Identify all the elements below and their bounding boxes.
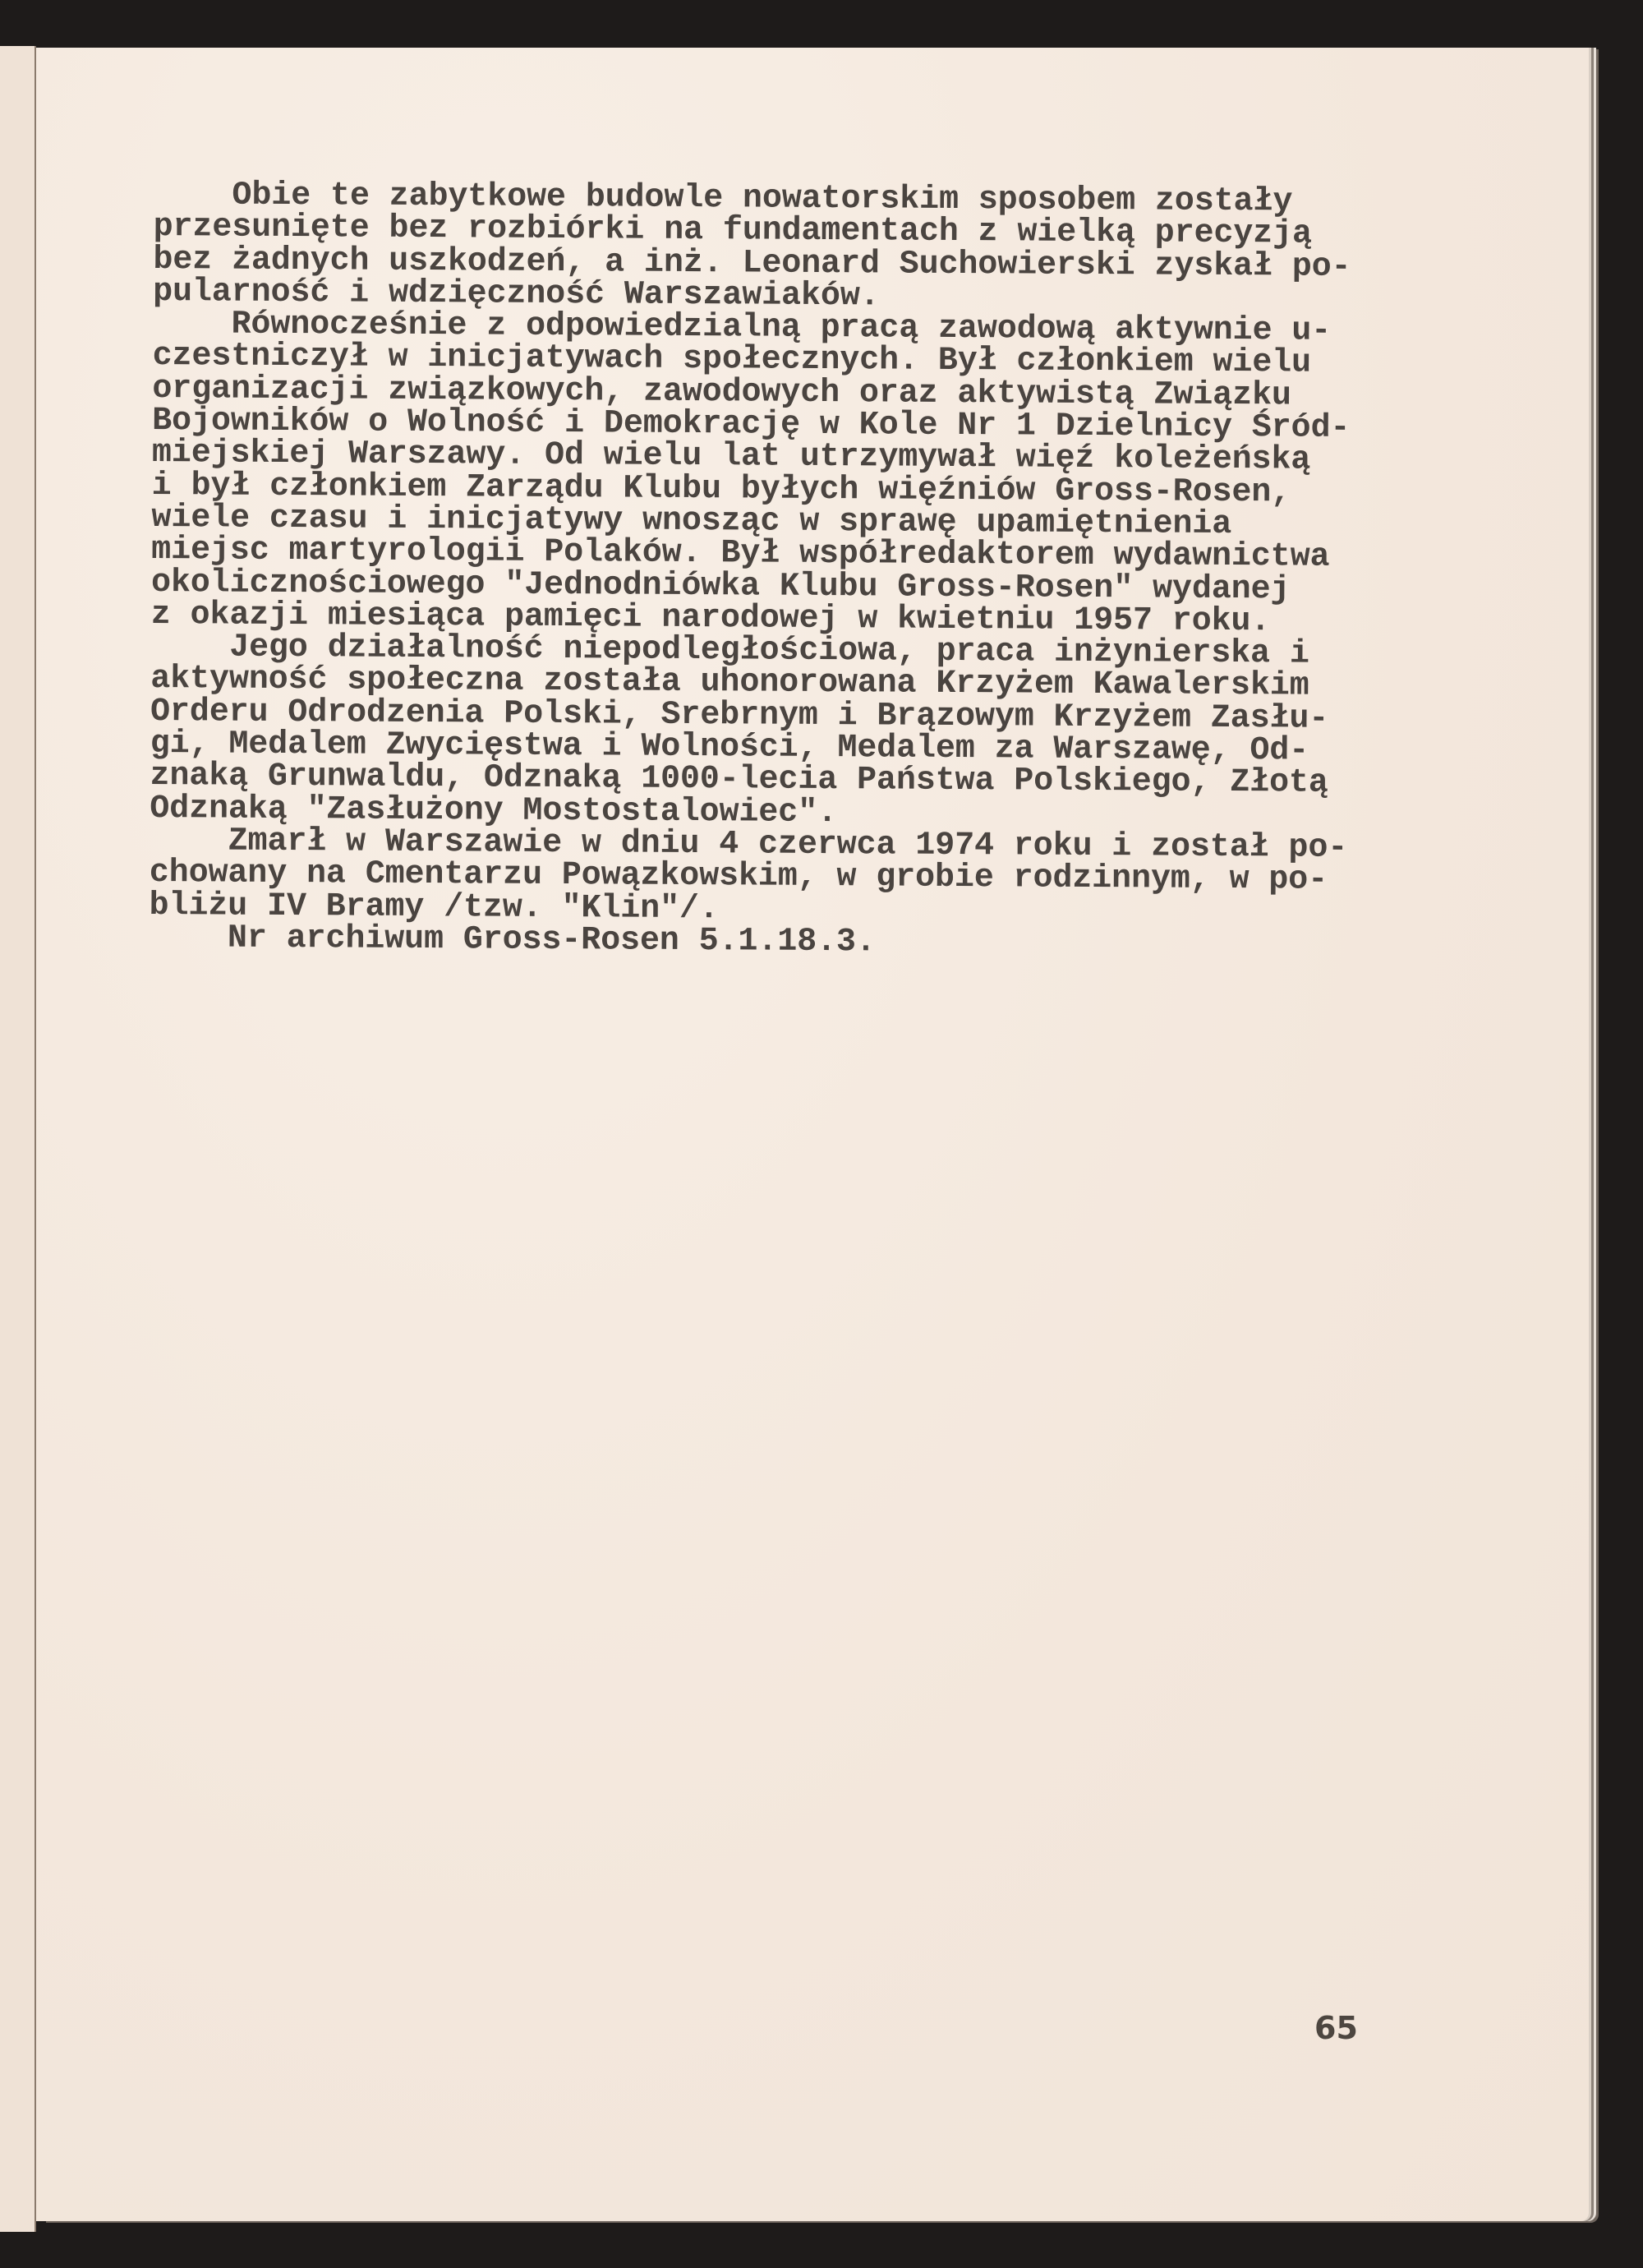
text-line: Nr archiwum Gross-Rosen 5.1.18.3. bbox=[149, 919, 876, 961]
text-line: pularność i wdzięczność Warszawiaków. bbox=[153, 273, 880, 316]
text-line: okolicznościowego "Jednodniówka Klubu Gross-Rosen" wydanej bbox=[150, 564, 1291, 609]
text-line: bliżu IV Bramy /tzw. "Klin"/. bbox=[149, 887, 719, 928]
text-line: czestniczył w inicjatywach społecznych. Był członkiem wielu bbox=[152, 338, 1312, 383]
text-line: bez żadnych uszkodzeń, a inż. Leonard Suchowierski zyskał po- bbox=[153, 241, 1351, 286]
text-line: miejskiej Warszawy. Od wielu lat utrzymywał więź koleżeńską bbox=[151, 435, 1311, 479]
text-line: Odznaką "Zasłużony Mostostalowiec". bbox=[150, 790, 838, 832]
adjacent-page-edge bbox=[0, 46, 36, 2232]
text-line: chowany na Cmentarzu Powązkowskim, w grobie rodzinnym, w po- bbox=[149, 855, 1328, 899]
body-text bbox=[149, 179, 1351, 961]
text-line: przesunięte bez rozbiórki na fundamentach z wielką precyzją bbox=[153, 209, 1313, 253]
text-line: miejsc martyrologii Polaków. Był współredaktorem wydawnictwa bbox=[151, 532, 1330, 577]
text-line: znaką Grunwaldu, Odznaką 1000-lecia Państwa Polskiego, Złotą bbox=[150, 758, 1328, 803]
text-line: z okazji miesiąca pamięci narodowej w kwietniu 1957 roku. bbox=[150, 596, 1271, 641]
text-line: Obie te zabytkowe budowle nowatorskim sposobem zostały bbox=[153, 177, 1293, 221]
text-line: Zmarł w Warszawie w dniu 4 czerwca 1974 roku i został po- bbox=[149, 822, 1348, 867]
text-line: gi, Medalem Zwycięstwa i Wolności, Medalem za Warszawę, Od- bbox=[150, 726, 1309, 770]
text-line: organizacji związkowych, zawodowych oraz aktywistą Związku bbox=[152, 370, 1291, 415]
text-line: aktywność społeczna została uhonorowana Krzyżem Kawalerskim bbox=[150, 661, 1309, 706]
document-page bbox=[36, 48, 1589, 2221]
text-line: wiele czasu i inicjatywy wnosząc w sprawę upamiętnienia bbox=[151, 499, 1232, 543]
text-line: Orderu Odrodzenia Polski, Srebrnym i Brązowym Krzyżem Zasłu- bbox=[150, 693, 1329, 738]
text-line: Bojowników o Wolność i Demokrację w Kole Nr 1 Dzielnicy Śród- bbox=[152, 403, 1351, 447]
page-number: 65 bbox=[1314, 2010, 1358, 2046]
text-line: Równocześnie z odpowiedzialną pracą zawodową aktywnie u- bbox=[152, 306, 1332, 350]
text-line: Jego działalność niepodległościowa, praca inżynierska i bbox=[150, 629, 1309, 673]
text-line: i był członkiem Zarządu Klubu byłych więźniów Gross-Rosen, bbox=[151, 467, 1291, 512]
